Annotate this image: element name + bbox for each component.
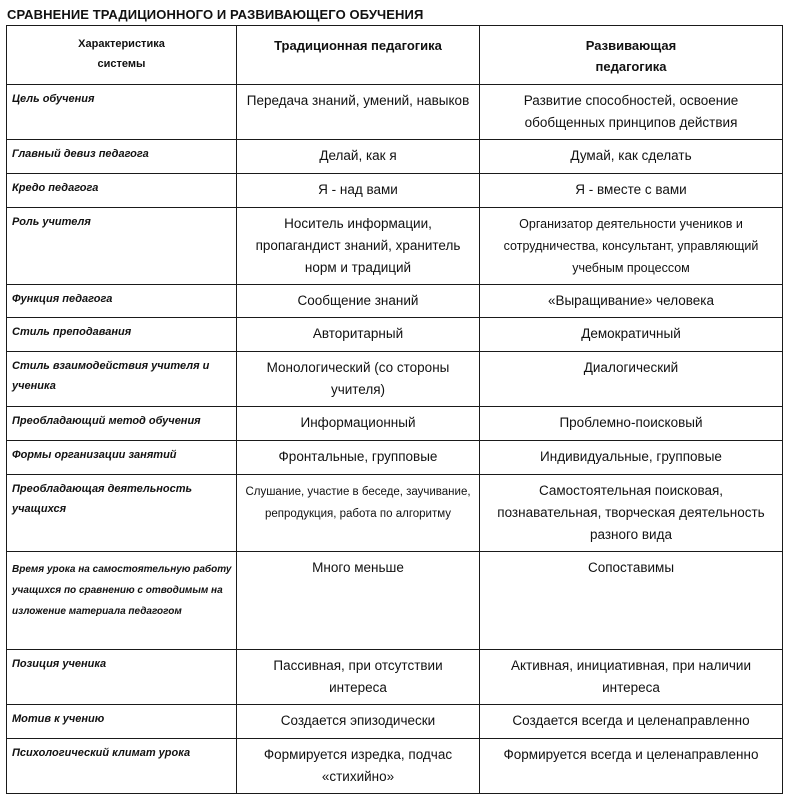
row-criterion: Стиль взаимодействия учителя и ученика [7,352,237,407]
table-row [7,552,783,650]
row-traditional: Информационный [237,407,480,441]
row-traditional: Сообщение знаний [237,285,480,318]
row-traditional: Монологический (со стороны учителя) [237,352,480,407]
row-traditional: Передача знаний, умений, навыков [237,85,480,140]
table-row [7,407,783,441]
row-developmental: Думай, как сделать [480,140,783,174]
row-criterion: Преобладающий метод обучения [7,407,237,441]
comparison-table [6,25,783,794]
row-traditional: Создается эпизодически [237,705,480,739]
header-characteristic-line1: Характеристика [78,38,165,50]
row-criterion: Кредо педагога [7,174,237,208]
table-row [7,352,783,407]
row-criterion: Преобладающая деятельность учащихся [7,475,237,552]
row-criterion: Роль учителя [7,208,237,285]
row-developmental: Самостоятельная поисковая, познавательная, творческая деятельность разного вида [480,475,783,552]
row-traditional: Формируется изредка, подчас «стихийно» [237,739,480,794]
row-criterion: Формы организации занятий [7,441,237,475]
row-criterion: Главный девиз педагога [7,140,237,174]
row-traditional: Пассивная, при отсутствии интереса [237,650,480,705]
page-title: СРАВНЕНИЕ ТРАДИЦИОННОГО И РАЗВИВАЮЩЕГО ОБУЧЕНИЯ [7,7,424,22]
table-row [7,285,783,318]
header-developmental-line1: Развивающая [585,38,677,53]
row-criterion: Функция педагога [7,285,237,318]
table-row [7,441,783,475]
row-traditional: Слушание, участие в беседе, заучивание, репродукция, работа по алгоритму [237,475,480,552]
row-traditional: Я - над вами [237,174,480,208]
row-traditional: Фронтальные, групповые [237,441,480,475]
table-row [7,208,783,285]
table-header-row [7,26,783,85]
table-row [7,705,783,739]
row-developmental: Создается всегда и целенаправленно [480,705,783,739]
row-criterion: Время урока на самостоятельную работу учащихся по сравнению с отводимым на изложение материала педагогом [7,552,237,650]
row-criterion: Психологический климат урока [7,739,237,794]
row-criterion: Стиль преподавания [7,318,237,352]
row-developmental: Я - вместе с вами [480,174,783,208]
row-developmental: Проблемно-поисковый [480,407,783,441]
row-criterion: Мотив к учению [7,705,237,739]
row-developmental: Индивидуальные, групповые [480,441,783,475]
header-developmental-line2: педагогика [595,59,667,74]
table-row [7,739,783,794]
table-row [7,475,783,552]
row-traditional: Носитель информации, пропагандист знаний, хранитель норм и традиций [237,208,480,285]
row-developmental: Организатор деятельности учеников и сотрудничества, консультант, управляющий учебным процессом [480,208,783,285]
row-criterion: Цель обучения [7,85,237,140]
header-characteristic-line2: системы [97,58,146,70]
table-row [7,85,783,140]
header-characteristic [7,26,237,85]
row-developmental: Демократичный [480,318,783,352]
row-traditional: Много меньше [237,552,480,650]
row-traditional: Делай, как я [237,140,480,174]
row-developmental: Активная, инициативная, при наличии интереса [480,650,783,705]
table-row [7,174,783,208]
row-developmental: «Выращивание» человека [480,285,783,318]
row-developmental: Диалогический [480,352,783,407]
row-traditional: Авторитарный [237,318,480,352]
row-developmental: Формируется всегда и целенаправленно [480,739,783,794]
header-traditional: Традиционная педагогика [237,26,480,85]
table-row [7,140,783,174]
row-developmental: Развитие способностей, освоение обобщенных принципов действия [480,85,783,140]
table-row [7,318,783,352]
header-developmental [480,26,783,85]
table-row [7,650,783,705]
row-criterion: Позиция ученика [7,650,237,705]
row-developmental: Сопоставимы [480,552,783,650]
